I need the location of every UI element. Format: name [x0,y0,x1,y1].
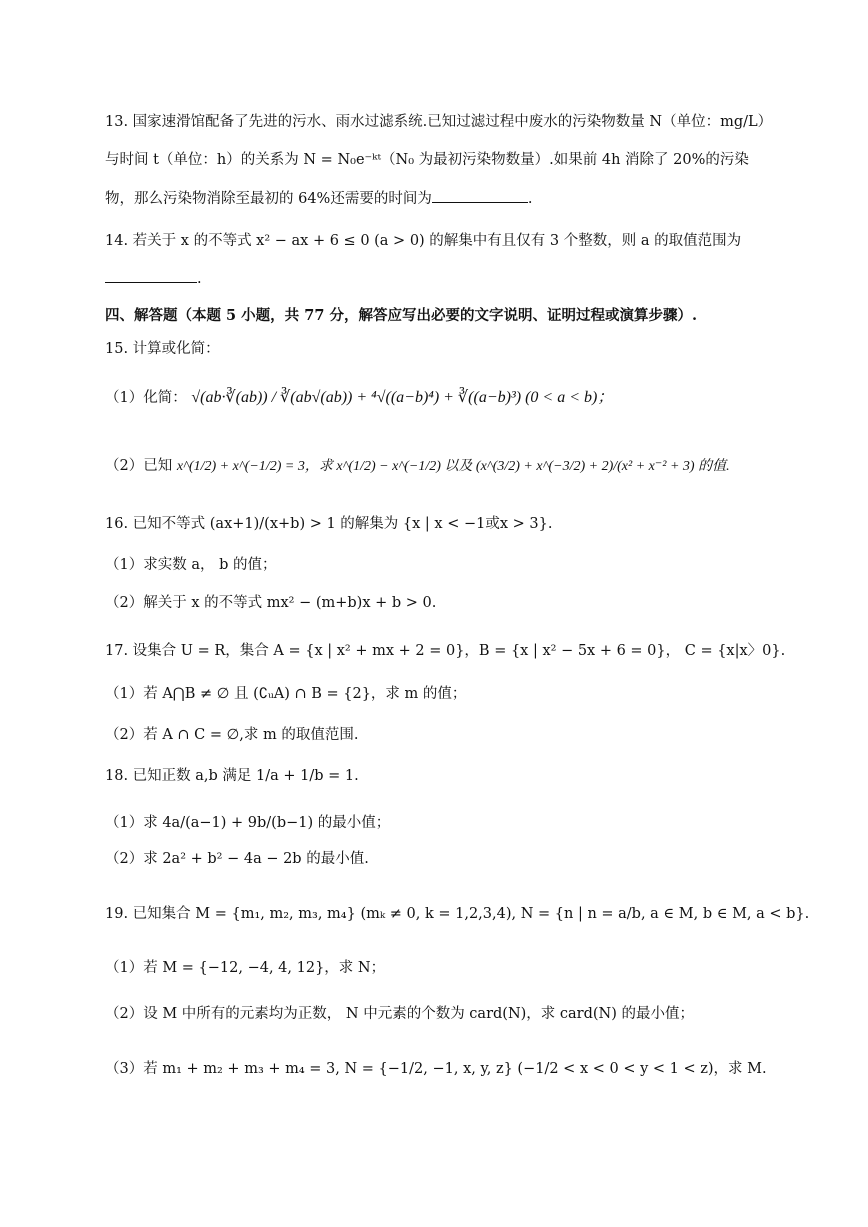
q18-part1: （1）求 4a/(a−1) + 9b/(b−1) 的最小值； [105,815,391,831]
q19-part2: （2）设 M 中所有的元素均为正数， N 中元素的个数为 card(N)，求 card(N) 的最小值； [105,1006,694,1022]
q18-stem: 18. 已知正数 a,b 满足 1/a + 1/b = 1. [105,768,359,784]
q17-part1: （1）若 A⋂B ≠ ∅ 且 (∁ᵤA) ∩ B = {2}，求 m 的值； [105,686,467,702]
q15-p2-label: （2）已知 [105,458,173,474]
q19-part3: （3）若 m₁ + m₂ + m₃ + m₄ = 3, N = {−1/2, −1, x, y, z} (−1/2 < x < 0 < y < 1 < z)，求 M. [105,1061,767,1077]
q15-part2 [105,455,730,478]
q16-part1: （1）求实数 a， b 的值； [105,557,277,573]
q13-line1: 13. 国家速滑馆配备了先进的污水、雨水过滤系统.已知过滤过程中废水的污染物数量 N（单位：mg/L） [105,114,773,130]
q14-line1: 14. 若关于 x 的不等式 x² − ax + 6 ≤ 0 (a > 0) 的解集中有且仅有 3 个整数，则 a 的取值范围为 [105,233,742,249]
q16-part2: （2）解关于 x 的不等式 mx² − (m+b)x + b > 0. [105,595,437,611]
q13-line3: 物，那么污染物消除至最初的 64%还需要的时间为 [105,191,432,207]
q17-stem: 17. 设集合 U = R，集合 A = {x | x² + mx + 2 = 0}，B = {x | x² − 5x + 6 = 0}， C = {x|x〉0}. [105,643,786,659]
q13-line3-wrap: 物，那么污染物消除至最初的 64%还需要的时间为 . [105,188,532,210]
q18-part2: （2）求 2a² + b² − 4a − 2b 的最小值. [105,851,369,867]
q15-part1 [105,387,613,409]
q17-part2: （2）若 A ∩ C = ∅,求 m 的取值范围. [105,727,359,743]
section-heading: 四、解答题（本题 5 小题，共 77 分，解答应写出必要的文字说明、证明过程或演算步骤）. [105,307,698,324]
answer-blank [105,268,197,283]
q19-stem: 19. 已知集合 M = {m₁, m₂, m₃, m₄} (mₖ ≠ 0, k = 1,2,3,4), N = {n | n = a/b, a ∈ M, b ∈ M, a < b}. [105,906,810,922]
q15-p2-expr: x^(1/2) + x^(−1/2) = 3，求 x^(1/2) − x^(−1/2) 以及 (x^(3/2) + x^(−3/2) + 2)/(x² + x⁻² + 3) 的值. [176,459,730,474]
answer-blank [432,188,528,203]
q14-blank-line: . [105,268,202,290]
q15-stem: 15. 计算或化简： [105,341,220,357]
q19-part1: （1）若 M = {−12, −4, 4, 12}，求 N； [105,960,386,976]
q15-p1-label: （1）化简： [105,390,187,406]
q15-p1-expr: √(ab·∛(ab)) / ∛(ab√(ab)) + ⁴√((a−b)⁴) + ∛((a−b)³) (0 < a < b)； [191,389,614,406]
q16-stem: 16. 已知不等式 (ax+1)/(x+b) > 1 的解集为 {x | x < −1或x > 3}. [105,516,553,532]
q13-line2: 与时间 t（单位：h）的关系为 N = N₀e⁻ᵏᵗ（N₀ 为最初污染物数量）.如果前 4h 消除了 20%的污染 [105,152,749,168]
